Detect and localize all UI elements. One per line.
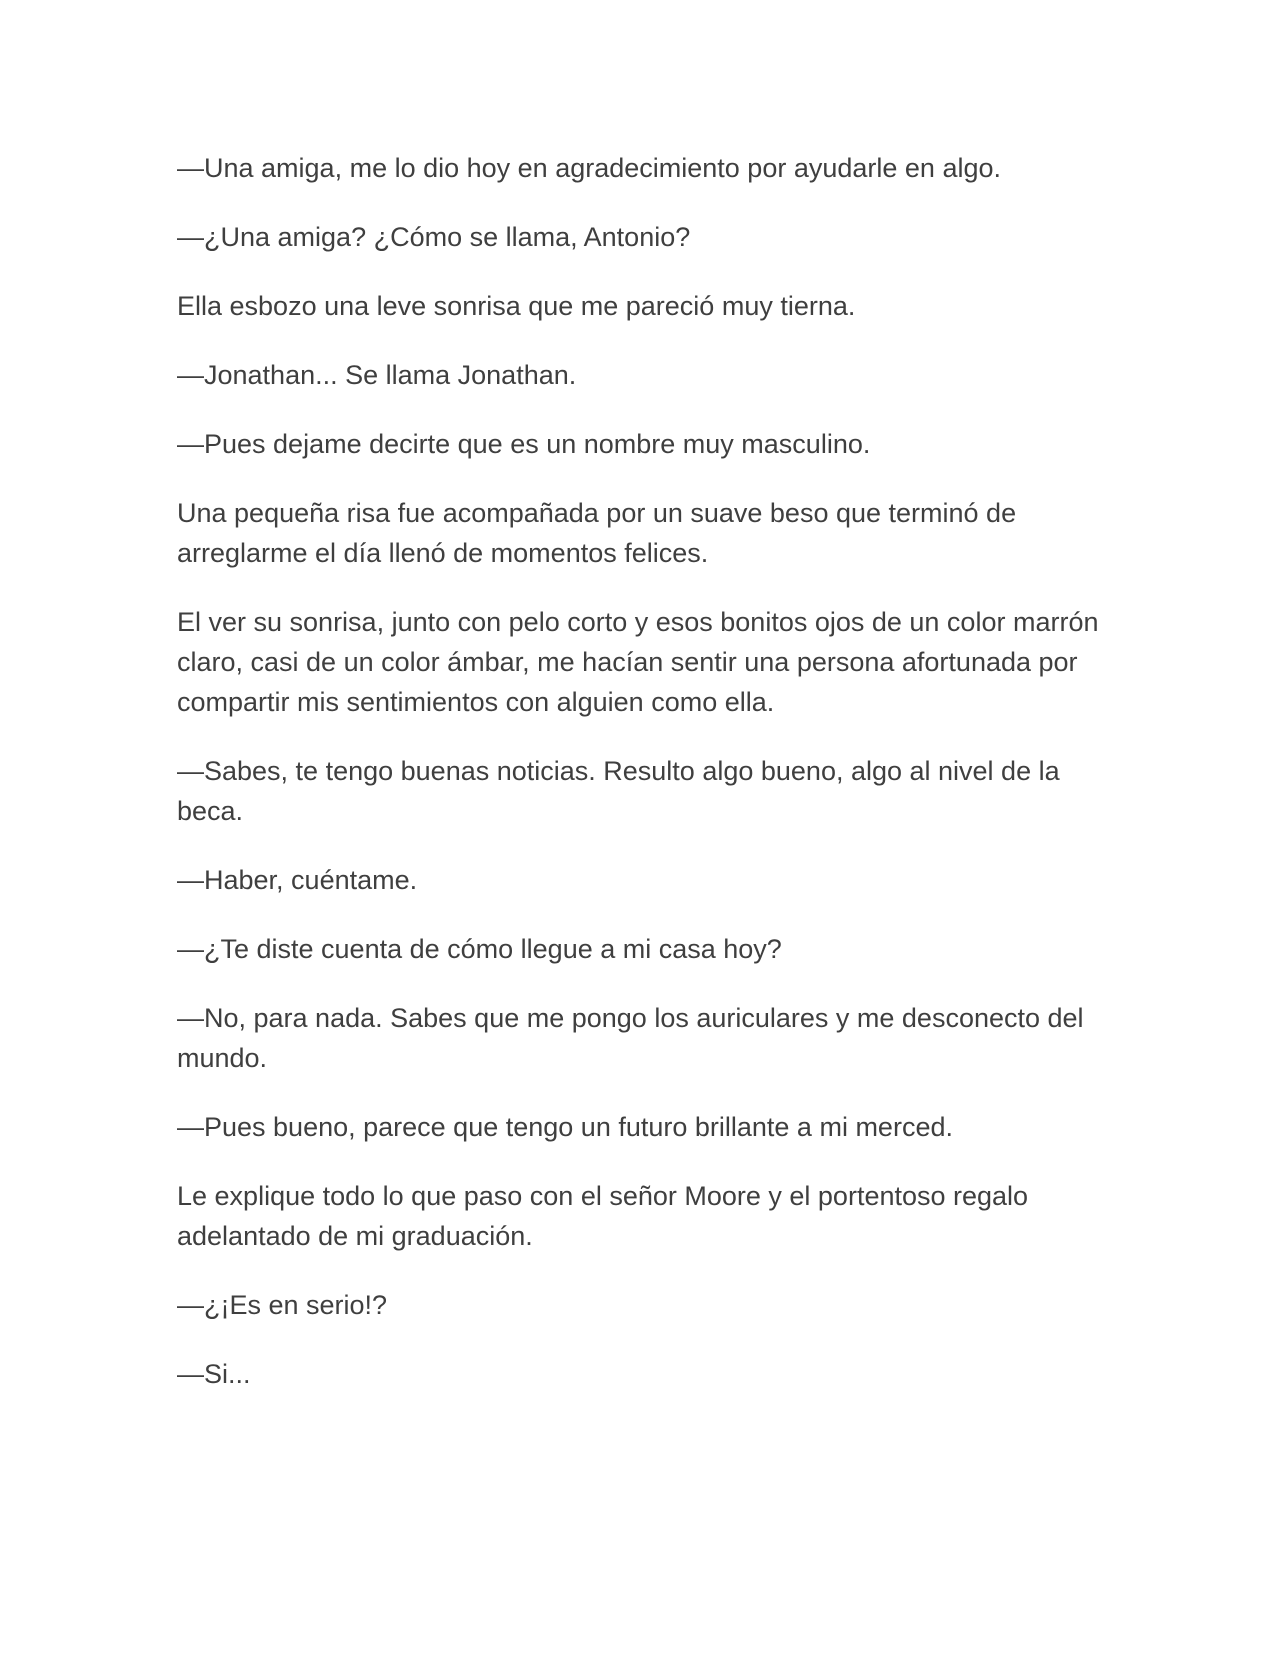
paragraph: —Pues bueno, parece que tengo un futuro brillante a mi merced.	[177, 1112, 953, 1142]
paragraph: Una pequeña risa fue acompañada por un suave beso que terminó de arreglarme el día llenó de momentos felices.	[177, 498, 1017, 568]
document-page	[177, 148, 1107, 1423]
paragraph: —Una amiga, me lo dio hoy en agradecimiento por ayudarle en algo.	[177, 153, 1001, 183]
paragraph: —¿Te diste cuenta de cómo llegue a mi casa hoy?	[177, 934, 782, 964]
paragraph: —¿¡Es en serio!?	[177, 1290, 388, 1320]
paragraph: —Jonathan... Se llama Jonathan.	[177, 360, 577, 390]
paragraph: Ella esbozo una leve sonrisa que me pareció muy tierna.	[177, 291, 856, 321]
paragraph: —¿Una amiga? ¿Cómo se llama, Antonio?	[177, 222, 691, 252]
paragraph: —Pues dejame decirte que es un nombre muy masculino.	[177, 429, 871, 459]
paragraph: —Si...	[177, 1359, 251, 1389]
paragraph: —No, para nada. Sabes que me pongo los auriculares y me desconecto del mundo.	[177, 1003, 1084, 1073]
paragraph: —Haber, cuéntame.	[177, 865, 418, 895]
paragraph: —Sabes, te tengo buenas noticias. Resulto algo bueno, algo al nivel de la beca.	[177, 756, 1060, 826]
paragraph: Le explique todo lo que paso con el señor Moore y el portentoso regalo adelantado de mi graduación.	[177, 1181, 1029, 1251]
paragraph: El ver su sonrisa, junto con pelo corto y esos bonitos ojos de un color marrón claro, casi de un color ámbar, me hacían sentir una persona afortunada por compartir mis sentimientos con alguien como ella.	[177, 607, 1099, 717]
